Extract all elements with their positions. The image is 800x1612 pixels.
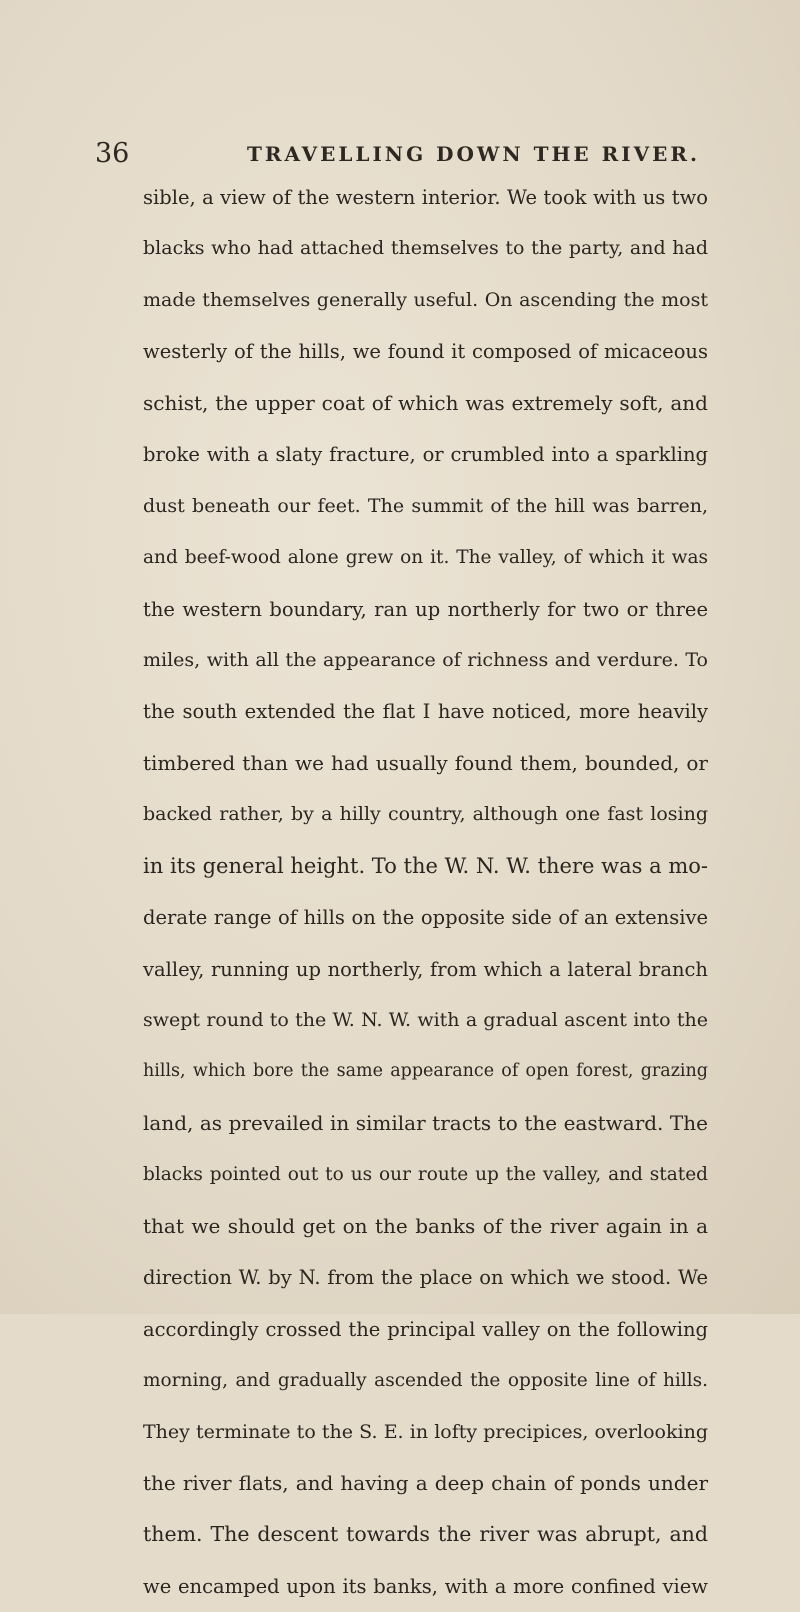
text-line: morning, and gradually ascended the opposite line of hills. xyxy=(143,1370,708,1392)
text-line: blacks who had attached themselves to the party, and had xyxy=(143,237,708,260)
page-number: 36 xyxy=(95,138,130,169)
text-line: sible, a view of the western interior. We took with us two xyxy=(143,186,708,209)
text-line: the south extended the flat I have noticed, more heavily xyxy=(143,700,708,724)
text-line: westerly of the hills, we found it composed of micaceous xyxy=(143,340,708,364)
text-line: accordingly crossed the principal valley on the following xyxy=(143,1317,708,1341)
text-line: schist, the upper coat of which was extremely soft, and xyxy=(143,390,708,415)
text-line: They terminate to the S. E. in lofty precipices, overlooking xyxy=(143,1420,708,1443)
text-line: hills, which bore the same appearance of open forest, grazing xyxy=(143,1061,708,1082)
text-line: direction W. by N. from the place on which we stood. We xyxy=(143,1266,708,1290)
text-line: blacks pointed out to us our route up the valley, and stated xyxy=(143,1164,708,1186)
text-line: we encamped upon its banks, with a more confined view xyxy=(143,1574,708,1598)
text-line: made themselves generally useful. On ascending the most xyxy=(143,288,708,311)
text-line: derate range of hills on the opposite side of an extensive xyxy=(143,906,708,930)
text-line: in its general height. To the W. N. W. there was a mo- xyxy=(143,853,708,878)
text-line: the river flats, and having a deep chain of ponds under xyxy=(143,1470,708,1495)
text-line: valley, running up northerly, from which a lateral branch xyxy=(143,957,708,981)
text-line: swept round to the W. N. W. with a gradual ascent into the xyxy=(143,1009,708,1031)
text-line: land, as prevailed in similar tracts to the eastward. The xyxy=(143,1110,708,1135)
running-title: TRAVELLING DOWN THE RIVER. xyxy=(247,142,700,166)
text-line: timbered than we had usually found them, bounded, or xyxy=(143,750,708,775)
text-line: the western boundary, ran up northerly for two or three xyxy=(143,597,708,621)
text-line: miles, with all the appearance of richness and verdure. To xyxy=(143,648,708,671)
text-line: dust beneath our feet. The summit of the hill was barren, xyxy=(143,494,708,517)
text-line: and beef-wood alone grew on it. The valley, of which it was xyxy=(143,547,708,569)
text-line: that we should get on the banks of the river again in a xyxy=(143,1213,708,1238)
text-line: broke with a slaty fracture, or crumbled into a sparkling xyxy=(143,443,708,467)
text-line: backed rather, by a hilly country, although one fast losing xyxy=(143,803,708,826)
text-line: them. The descent towards the river was abrupt, and xyxy=(143,1522,708,1547)
body-text xyxy=(143,172,708,1612)
